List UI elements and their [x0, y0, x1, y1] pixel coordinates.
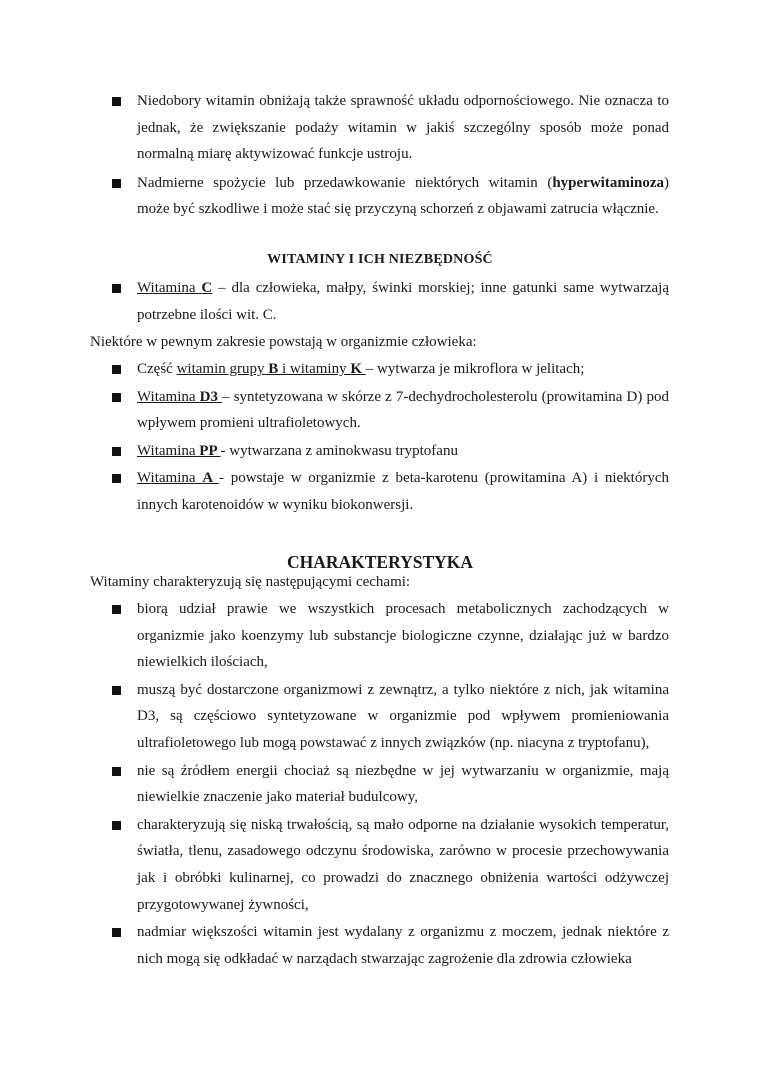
- bullet-square-icon: [112, 928, 121, 937]
- vitamin-c-list: [0, 275, 760, 328]
- list-item: [90, 356, 669, 383]
- list-item: [90, 438, 669, 465]
- vitamin-group-name: [177, 361, 366, 377]
- underlined-text: witamin grupy: [176, 361, 269, 377]
- vitamin-name: [137, 470, 219, 486]
- list-item: [90, 596, 669, 676]
- list-item: [90, 465, 669, 518]
- bullet-text: muszą być dostarczone organizmowi z zewnątrz, a tylko niektóre z nich, jak witamina D3, są częściowo syntetyzowane w organizmie pod wpływem promieniowania ultrafioletowego lub mogą powstawać z innych związków (np. niacyna z tryptofanu),: [137, 681, 669, 751]
- bullet-text: biorą udział prawie we wszystkich procesach metabolicznych zachodzących w organizmie jako koenzymy lub substancje biologiczne czynne, działając już w bardzo niewielkich ilościach,: [137, 601, 669, 671]
- section-heading-witaminy: WITAMINY I ICH NIEZBĘDNOŚĆ: [267, 252, 493, 267]
- list-item: [90, 384, 669, 437]
- bullet-square-icon: [112, 686, 121, 695]
- bullet-text-pre: Część: [137, 361, 177, 377]
- bullet-text-pre: Nadmierne spożycie lub przedawkowanie niektórych witamin (: [137, 174, 553, 191]
- bullet-square-icon: [112, 605, 121, 614]
- vitamin-label: Witamina: [137, 280, 202, 296]
- characteristics-list: [0, 596, 760, 972]
- vitamin-letter: C: [201, 280, 213, 296]
- list-item: [90, 919, 669, 972]
- list-item: [90, 677, 669, 757]
- bullet-square-icon: [112, 474, 121, 483]
- bullet-square-icon: [112, 393, 121, 402]
- list-item: [90, 170, 669, 223]
- bullet-square-icon: [112, 97, 121, 106]
- vitamin-letter: D3: [199, 388, 223, 405]
- bullet-text-post: – wytwarza je mikroflora w jelitach;: [365, 361, 585, 377]
- list-item: [90, 758, 669, 811]
- intro-bullet-list: [0, 88, 760, 223]
- bullet-square-icon: [112, 767, 121, 776]
- underlined-text: i witaminy: [278, 361, 351, 377]
- vitamin-label: Witamina: [137, 442, 200, 459]
- bullet-text: - wytwarzana z aminokwasu tryptofanu: [220, 442, 458, 459]
- bullet-square-icon: [112, 284, 121, 293]
- bullet-text: nie są źródłem energii chociaż są niezbędne w jej wytwarzaniu w organizmie, mają niewielkie znaczenie jako materiał budulcowy,: [137, 762, 669, 806]
- bullet-text: Niedobory witamin obniżają także sprawność układu odpornościowego. Nie oznacza to jednak, że zwiększanie podaży witamin w jakiś szczególny sposób może ponad normalną miarę aktywizować funkcje ustroju.: [137, 93, 669, 163]
- paragraph: Niektóre w pewnym zakresie powstają w organizmie człowieka:: [90, 334, 477, 350]
- bullet-square-icon: [112, 821, 121, 830]
- bullet-text: - powstaje w organizmie z beta-karotenu (prowitamina A) i niektórych innych karotenoidów w wyniku biokonwersji.: [137, 470, 669, 513]
- section-heading-charakterystyka: CHARAKTERYSTYKA: [286, 552, 474, 572]
- bullet-text: charakteryzują się niską trwałością, są mało odporne na działanie wysokich temperatur, światła, tlenu, zasadowego odczynu środowiska, zarówno w procesie przechowywania jak i obróbki kulinarnej, co prowadzi do znacznego obniżenia wartości odżywczej przygotowywanej żywności,: [137, 816, 669, 913]
- bullet-text: – dla człowieka, małpy, świnki morskiej; inne gatunki same wytwarzają potrzebne ilości wit. C.: [137, 280, 670, 323]
- bullet-square-icon: [112, 447, 121, 456]
- list-item: [90, 812, 669, 918]
- vitamin-name: [137, 443, 221, 459]
- vitamin-name: [137, 389, 222, 405]
- vitamin-letter: PP: [199, 442, 221, 459]
- paragraph-container: [0, 569, 760, 595]
- vitamin-letter: A: [202, 470, 219, 487]
- paragraph-container: [0, 329, 760, 355]
- vitamin-letter: K: [350, 361, 366, 377]
- list-item: [90, 88, 669, 168]
- vitamin-name: [137, 280, 212, 296]
- vitamin-label: Witamina: [137, 470, 203, 487]
- paragraph: Witaminy charakteryzują się następującymi cechami:: [90, 574, 411, 590]
- list-item: [90, 275, 669, 328]
- bullet-text: – syntetyzowana w skórze z 7-dechydrocholesterolu (prowitamina D) pod wpływem promieni ultrafioletowych.: [137, 388, 669, 432]
- bullet-square-icon: [112, 365, 121, 374]
- vitamin-label: Witamina: [137, 388, 200, 405]
- bullet-text: nadmiar większości witamin jest wydalany z organizmu z moczem, jednak niektóre z nich mogą się odkładać w narządach stwarzając zagrożenie dla zdrowia człowieka: [137, 924, 669, 967]
- vitamin-letter: B: [268, 361, 279, 377]
- vitamin-synthesis-list: [0, 356, 760, 519]
- bullet-text-post: ) może być szkodliwe i może stać się przyczyną schorzeń z objawami zatrucia włącznie.: [137, 174, 669, 218]
- bullet-square-icon: [112, 179, 121, 188]
- bold-term: hyperwitaminoza: [552, 174, 664, 191]
